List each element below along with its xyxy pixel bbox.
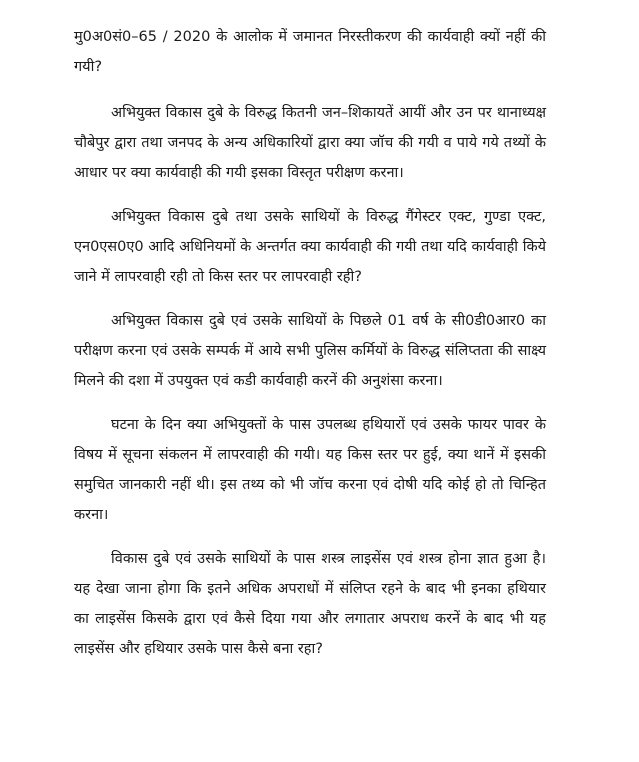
- paragraph-arms-license: विकास दुबे एवं उसके साथियों के पास शस्त्र लाइसेंस एवं शस्त्र होना ज्ञात हुआ है। यह देखा जाना होगा कि इतने अधिक अपराधों में संलिप्त रहने के बाद भी इनका हथियार का लाइसेंस किसके द्वारा एवं कैसे दिया गया और लगातार अपराध करनें के बाद भी यह लाइसेंस और हथियार उसके पास कैसे बना रहा?: [74, 551, 546, 657]
- paragraph-public-complaints: अभियुक्त विकास दुबे के विरुद्ध कितनी जन–शिकायतें आयीं और उन पर थानाध्यक्ष चौबेपुर द्वारा तथा जनपद के अन्य अधिकारियों द्वारा क्या जॉच की गयी व पाये गये तथ्यों के आधार पर क्या कार्यवाही की गयी इसका विस्तृत परीक्षण करना।: [74, 105, 546, 181]
- paragraph-bail-cancellation-question: मु0अ0सं0–65 / 2020 के आलोक में जमानत निरस्तीकरण की कार्यवाही क्यों नहीं की गयी?: [74, 29, 546, 75]
- paragraph-firepower-intelligence: घटना के दिन क्या अभियुक्तों के पास उपलब्ध हथियारों एवं उसके फायर पावर के विषय में सूचना संकलन में लापरवाही की गयी। यह किस स्तर पर हुई, क्या थानें में इसकी समुचित जानकारी नहीं थी। इस तथ्य को भी जॉच करना एवं दोषी यदि कोई हो तो चिन्हित करना।: [74, 417, 546, 523]
- paragraph-gangster-act-action: अभियुक्त विकास दुबे तथा उसके साथियों के विरुद्ध गैंगेस्टर एक्ट, गुण्डा एक्ट, एन0एस0ए0 आदि अधिनियमों के अन्तर्गत क्या कार्यवाही की गयी तथा यदि कार्यवाही किये जाने में लापरवाही रही तो किस स्तर पर लापरवाही रही?: [74, 209, 546, 285]
- paragraph-cdr-examination: अभियुक्त विकास दुबे एवं उसके साथियों के पिछले 01 वर्ष के सी0डी0आर0 का परीक्षण करना एवं उसके सम्पर्क में आये सभी पुलिस कर्मियों के विरुद्ध संलिप्तता की साक्ष्य मिलने की दशा में उपयुक्त एवं कडी कार्यवाही करनें की अनुशंसा करना।: [74, 313, 546, 389]
- document-page: [74, 22, 546, 678]
